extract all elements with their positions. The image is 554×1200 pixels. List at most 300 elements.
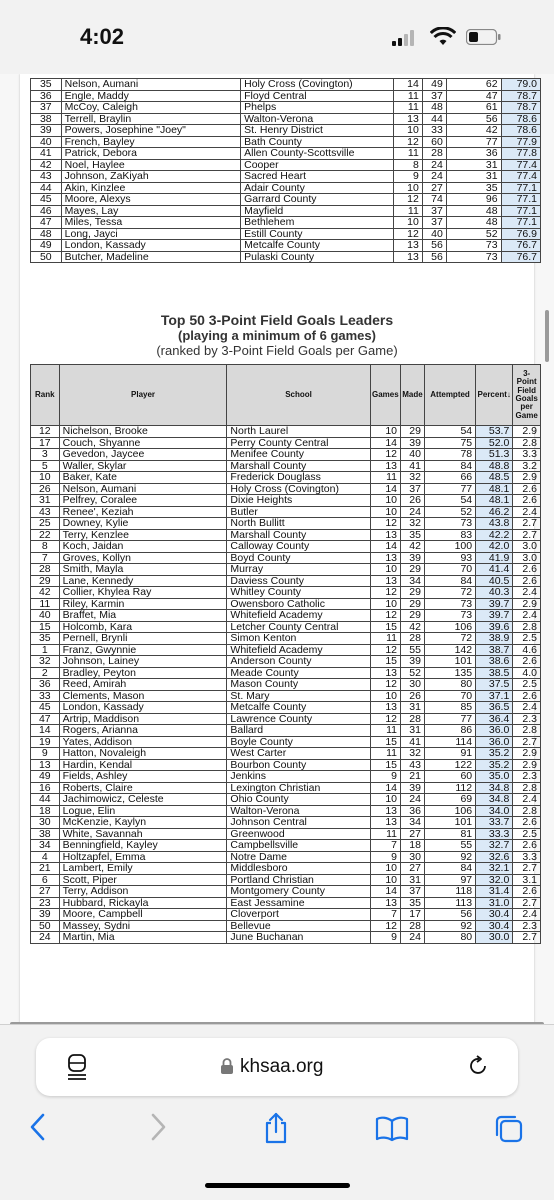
cell-percent: 77.4 <box>501 159 540 171</box>
cell-player: Scott, Piper <box>59 874 227 886</box>
cell-games: 12 <box>370 920 400 932</box>
back-icon[interactable] <box>28 1112 48 1142</box>
cell-percent: 53.7 <box>476 426 513 438</box>
cell-school: North Laurel <box>227 426 370 438</box>
cell-percent: 77.1 <box>501 205 540 217</box>
cell-percent: 77.1 <box>501 182 540 194</box>
cell-rank: 18 <box>31 805 60 817</box>
cell-made: 32 <box>401 518 425 530</box>
cell-attempted: 93 <box>424 552 475 564</box>
cell-player: Jachimowicz, Celeste <box>59 794 227 806</box>
table-row <box>31 217 541 229</box>
cell-rank: 11 <box>31 598 60 610</box>
cell-player: London, Kassady <box>61 240 240 252</box>
cell-school: Ohio County <box>227 794 370 806</box>
forward-icon[interactable] <box>148 1112 168 1142</box>
cell-player: French, Bayley <box>61 136 240 148</box>
cell-rank: 38 <box>31 113 62 125</box>
cell-player: McCoy, Caleigh <box>61 102 240 114</box>
cell-school: Metcalfe County <box>227 702 370 714</box>
cell-made: 34 <box>401 817 425 829</box>
cell-player: Moore, Campbell <box>59 909 227 921</box>
table-row <box>31 426 541 438</box>
cell-school: Notre Dame <box>227 851 370 863</box>
cell-school: Cooper <box>241 159 394 171</box>
cell-games: 10 <box>370 564 400 576</box>
table-row <box>31 690 541 702</box>
header-made[interactable]: Made <box>401 365 425 426</box>
header-rank[interactable]: Rank <box>31 365 60 426</box>
table-row <box>31 228 541 240</box>
cell-per-game: 2.4 <box>513 610 541 622</box>
cell-percent: 33.7 <box>476 817 513 829</box>
web-content[interactable] <box>0 74 554 1024</box>
home-indicator[interactable] <box>205 1183 350 1188</box>
cell-attempted: 42 <box>446 125 501 137</box>
cell-percent: 78.7 <box>501 102 540 114</box>
cell-games: 15 <box>370 621 400 633</box>
cell-per-game: 2.3 <box>513 713 541 725</box>
table-row <box>31 472 541 484</box>
cell-games: 7 <box>370 909 400 921</box>
cell-player: Johnson, Lainey <box>59 656 227 668</box>
cell-games: 13 <box>394 113 422 125</box>
cell-games: 15 <box>370 759 400 771</box>
table-row <box>31 805 541 817</box>
cell-games: 10 <box>370 506 400 518</box>
cell-attempted: 73 <box>446 240 501 252</box>
cell-percent: 39.6 <box>476 621 513 633</box>
cell-player: London, Kassady <box>59 702 227 714</box>
cell-percent: 37.1 <box>476 690 513 702</box>
table-row <box>31 874 541 886</box>
cell-school: St. Henry District <box>241 125 394 137</box>
cell-games: 10 <box>370 874 400 886</box>
cell-school: Metcalfe County <box>241 240 394 252</box>
cell-player: Logue, Elin <box>59 805 227 817</box>
cell-school: West Carter <box>227 748 370 760</box>
cell-rank: 46 <box>31 205 62 217</box>
table-row <box>31 529 541 541</box>
cell-rank: 49 <box>31 240 62 252</box>
header-player[interactable]: Player <box>59 365 227 426</box>
cell-player: Benningfield, Kayley <box>59 840 227 852</box>
table-row <box>31 610 541 622</box>
cell-rank: 21 <box>31 863 60 875</box>
cell-games: 12 <box>370 449 400 461</box>
cell-per-game: 2.6 <box>513 564 541 576</box>
cell-made: 41 <box>401 460 425 472</box>
cell-percent: 35.2 <box>476 759 513 771</box>
cell-games: 11 <box>370 725 400 737</box>
cell-rank: 29 <box>31 575 60 587</box>
cell-percent: 78.6 <box>501 113 540 125</box>
page-format-icon[interactable] <box>66 1054 88 1080</box>
cell-school: Calloway County <box>227 541 370 553</box>
cell-games: 12 <box>394 136 422 148</box>
cell-percent: 38.7 <box>476 644 513 656</box>
cell-games: 10 <box>370 690 400 702</box>
cell-rank: 45 <box>31 194 62 206</box>
cell-made: 37 <box>401 886 425 898</box>
table-row <box>31 460 541 472</box>
cell-attempted: 70 <box>424 690 475 702</box>
header-school[interactable]: School <box>227 365 370 426</box>
cell-player: Clements, Mason <box>59 690 227 702</box>
cell-games: 10 <box>394 125 422 137</box>
cell-games: 10 <box>370 495 400 507</box>
cell-attempted: 84 <box>424 575 475 587</box>
cell-made: 26 <box>401 690 425 702</box>
table-row <box>31 644 541 656</box>
cell-attempted: 62 <box>446 79 501 91</box>
cell-games: 14 <box>394 79 422 91</box>
cell-school: Butler <box>227 506 370 518</box>
cell-attempted: 54 <box>424 426 475 438</box>
cell-rank: 37 <box>31 102 62 114</box>
cell-games: 14 <box>370 782 400 794</box>
cell-made: 31 <box>401 725 425 737</box>
cell-school: St. Mary <box>227 690 370 702</box>
tabs-icon[interactable] <box>494 1114 524 1144</box>
cell-games: 14 <box>370 886 400 898</box>
cell-school: Montgomery County <box>227 886 370 898</box>
cell-made: 43 <box>401 759 425 771</box>
table-row <box>31 483 541 495</box>
cell-attempted: 70 <box>424 564 475 576</box>
cell-school: Marshall County <box>227 529 370 541</box>
cell-attempted: 72 <box>424 633 475 645</box>
cell-school: Jenkins <box>227 771 370 783</box>
cell-made: 31 <box>401 874 425 886</box>
table-row <box>31 667 541 679</box>
cell-made: 29 <box>401 610 425 622</box>
cell-attempted: 75 <box>424 437 475 449</box>
cell-attempted: 78 <box>424 449 475 461</box>
cell-school: Sacred Heart <box>241 171 394 183</box>
cell-school: Estill County <box>241 228 394 240</box>
cell-made: 24 <box>422 171 446 183</box>
table-header-row <box>31 365 541 426</box>
cell-rank: 50 <box>31 251 62 263</box>
table-row <box>31 148 541 160</box>
cell-rank: 30 <box>31 817 60 829</box>
table-row <box>31 552 541 564</box>
section-title: Top 50 3-Point Field Goals Leaders <box>160 312 394 328</box>
table-row <box>31 506 541 518</box>
cell-made: 28 <box>422 148 446 160</box>
cell-attempted: 113 <box>424 897 475 909</box>
cell-rank: 23 <box>31 897 60 909</box>
cell-per-game: 2.8 <box>513 621 541 633</box>
cell-per-game: 3.1 <box>513 874 541 886</box>
cell-school: Letcher County Central <box>227 621 370 633</box>
cell-attempted: 106 <box>424 805 475 817</box>
cell-attempted: 56 <box>446 113 501 125</box>
header-games[interactable]: Games <box>370 365 400 426</box>
cell-per-game: 2.7 <box>513 932 541 944</box>
cell-school: Bath County <box>241 136 394 148</box>
cell-rank: 44 <box>31 794 60 806</box>
cell-per-game: 3.0 <box>513 552 541 564</box>
cell-attempted: 73 <box>446 251 501 263</box>
header-attempted[interactable]: Attempted <box>424 365 475 426</box>
cell-attempted: 52 <box>424 506 475 518</box>
cell-school: Menifee County <box>227 449 370 461</box>
table-row <box>31 564 541 576</box>
cell-percent: 40.3 <box>476 587 513 599</box>
cell-games: 13 <box>370 529 400 541</box>
cell-percent: 77.9 <box>501 136 540 148</box>
cell-made: 42 <box>401 541 425 553</box>
table-row <box>31 656 541 668</box>
cell-player: Akin, Kinzlee <box>61 182 240 194</box>
cell-per-game: 2.5 <box>513 633 541 645</box>
table-row <box>31 759 541 771</box>
cell-percent: 36.0 <box>476 736 513 748</box>
cell-player: Lambert, Emily <box>59 863 227 875</box>
cell-games: 11 <box>394 102 422 114</box>
table-row <box>31 125 541 137</box>
battery-icon <box>466 29 502 45</box>
cell-made: 40 <box>422 228 446 240</box>
cell-made: 40 <box>401 449 425 461</box>
cell-percent: 48.1 <box>476 495 513 507</box>
cell-per-game: 2.9 <box>513 759 541 771</box>
cell-per-game: 2.5 <box>513 679 541 691</box>
cell-attempted: 114 <box>424 736 475 748</box>
site-domain[interactable]: khsaa.org <box>240 1056 324 1077</box>
cell-made: 36 <box>401 805 425 817</box>
cell-made: 28 <box>401 920 425 932</box>
cell-games: 10 <box>370 426 400 438</box>
cell-rank: 43 <box>31 506 60 518</box>
cell-percent: 34.0 <box>476 805 513 817</box>
cell-rank: 34 <box>31 840 60 852</box>
cell-games: 13 <box>370 460 400 472</box>
cell-per-game: 2.6 <box>513 483 541 495</box>
cell-player: Massey, Sydni <box>59 920 227 932</box>
cell-player: Powers, Josephine "Joey" <box>61 125 240 137</box>
reload-icon[interactable] <box>467 1055 489 1077</box>
cell-rank: 2 <box>31 667 60 679</box>
cell-attempted: 61 <box>446 102 501 114</box>
cell-made: 31 <box>401 702 425 714</box>
cell-player: Franz, Gwynnie <box>59 644 227 656</box>
cell-attempted: 35 <box>446 182 501 194</box>
cell-school: Middlesboro <box>227 863 370 875</box>
section-subtitle: (playing a minimum of 6 games) <box>178 328 376 343</box>
cell-percent: 77.1 <box>501 217 540 229</box>
cell-attempted: 83 <box>424 529 475 541</box>
cell-player: Artrip, Maddison <box>59 713 227 725</box>
cell-games: 7 <box>370 840 400 852</box>
cell-attempted: 96 <box>446 194 501 206</box>
cell-per-game: 2.6 <box>513 817 541 829</box>
cell-player: Pernell, Brynli <box>59 633 227 645</box>
cell-attempted: 52 <box>446 228 501 240</box>
cell-rank: 36 <box>31 90 62 102</box>
share-icon[interactable] <box>262 1112 290 1144</box>
three-point-leaders-table <box>30 364 541 944</box>
cell-rank: 48 <box>31 228 62 240</box>
cell-attempted: 48 <box>446 217 501 229</box>
cell-player: Pelfrey, Coralee <box>59 495 227 507</box>
cell-school: Johnson Central <box>227 817 370 829</box>
cell-rank: 38 <box>31 828 60 840</box>
cell-made: 26 <box>401 495 425 507</box>
cell-school: Bellevue <box>227 920 370 932</box>
cell-school: Mason County <box>227 679 370 691</box>
cell-games: 9 <box>394 171 422 183</box>
table-row <box>31 702 541 714</box>
cell-rank: 25 <box>31 518 60 530</box>
cell-games: 9 <box>370 771 400 783</box>
table-row <box>31 541 541 553</box>
cell-games: 12 <box>370 644 400 656</box>
cell-per-game: 2.4 <box>513 587 541 599</box>
cell-rank: 24 <box>31 932 60 944</box>
cell-games: 12 <box>370 679 400 691</box>
cell-per-game: 2.5 <box>513 828 541 840</box>
cell-percent: 78.6 <box>501 125 540 137</box>
cell-school: Phelps <box>241 102 394 114</box>
cell-attempted: 80 <box>424 932 475 944</box>
cell-per-game: 2.9 <box>513 748 541 760</box>
cell-rank: 12 <box>31 426 60 438</box>
cell-percent: 40.5 <box>476 575 513 587</box>
cell-per-game: 2.6 <box>513 690 541 702</box>
cell-per-game: 2.3 <box>513 771 541 783</box>
cell-rank: 39 <box>31 909 60 921</box>
cell-school: Boyle County <box>227 736 370 748</box>
cell-made: 30 <box>401 679 425 691</box>
cell-made: 42 <box>401 621 425 633</box>
cell-rank: 22 <box>31 529 60 541</box>
cell-made: 34 <box>401 575 425 587</box>
cell-made: 32 <box>401 748 425 760</box>
cell-rank: 47 <box>31 217 62 229</box>
cell-made: 48 <box>422 102 446 114</box>
cell-attempted: 77 <box>446 136 501 148</box>
cell-rank: 14 <box>31 725 60 737</box>
cell-school: Holy Cross (Covington) <box>241 79 394 91</box>
cell-percent: 34.8 <box>476 782 513 794</box>
cell-games: 13 <box>370 897 400 909</box>
cell-attempted: 97 <box>424 874 475 886</box>
cell-player: Terry, Addison <box>59 886 227 898</box>
cell-percent: 76.7 <box>501 240 540 252</box>
cell-player: Terrell, Braylin <box>61 113 240 125</box>
cell-rank: 41 <box>31 148 62 160</box>
cell-percent: 76.7 <box>501 251 540 263</box>
cell-made: 30 <box>401 851 425 863</box>
cell-percent: 31.0 <box>476 897 513 909</box>
cell-player: Moore, Alexys <box>61 194 240 206</box>
cell-school: Whitefield Academy <box>227 644 370 656</box>
cell-percent: 36.4 <box>476 713 513 725</box>
cell-per-game: 4.0 <box>513 667 541 679</box>
cell-games: 13 <box>370 702 400 714</box>
scrollbar-thumb[interactable] <box>545 310 549 362</box>
cell-attempted: 101 <box>424 817 475 829</box>
cell-percent: 48.5 <box>476 472 513 484</box>
cell-per-game: 2.9 <box>513 426 541 438</box>
bookmarks-icon[interactable] <box>375 1116 409 1142</box>
table-row <box>31 240 541 252</box>
cell-rank: 42 <box>31 587 60 599</box>
cell-rank: 4 <box>31 851 60 863</box>
cell-games: 11 <box>370 748 400 760</box>
table-row <box>31 90 541 102</box>
cell-player: Nelson, Aumani <box>59 483 227 495</box>
table-row <box>31 437 541 449</box>
cell-percent: 43.8 <box>476 518 513 530</box>
cell-made: 37 <box>422 90 446 102</box>
cell-attempted: 106 <box>424 621 475 633</box>
cell-school: Owensboro Catholic <box>227 598 370 610</box>
cell-school: Frederick Douglass <box>227 472 370 484</box>
table-row <box>31 575 541 587</box>
cell-made: 24 <box>401 794 425 806</box>
cell-player: Gevedon, Jaycee <box>59 449 227 461</box>
cell-percent: 42.0 <box>476 541 513 553</box>
cell-rank: 43 <box>31 171 62 183</box>
cell-player: Koch, Jaidan <box>59 541 227 553</box>
cell-attempted: 48 <box>446 205 501 217</box>
cell-attempted: 84 <box>424 863 475 875</box>
cell-made: 56 <box>422 251 446 263</box>
cell-games: 10 <box>370 863 400 875</box>
cell-attempted: 112 <box>424 782 475 794</box>
leaders-table-body <box>31 426 541 944</box>
header-percent[interactable]: Percent↓ <box>476 365 513 426</box>
cell-percent: 41.9 <box>476 552 513 564</box>
status-time: 4:02 <box>80 24 125 49</box>
cell-percent: 36.0 <box>476 725 513 737</box>
cell-player: Mayes, Lay <box>61 205 240 217</box>
cell-percent: 42.2 <box>476 529 513 541</box>
cell-percent: 32.1 <box>476 863 513 875</box>
cell-games: 14 <box>370 541 400 553</box>
cell-games: 13 <box>370 805 400 817</box>
table-row <box>31 886 541 898</box>
cell-attempted: 86 <box>424 725 475 737</box>
cell-rank: 42 <box>31 159 62 171</box>
cell-per-game: 2.8 <box>513 437 541 449</box>
status-bar <box>0 0 554 74</box>
cell-school: Perry County Central <box>227 437 370 449</box>
cell-made: 44 <box>422 113 446 125</box>
cell-attempted: 101 <box>424 656 475 668</box>
cell-percent: 77.8 <box>501 148 540 160</box>
cell-rank: 26 <box>31 483 60 495</box>
cell-player: Waller, Skylar <box>59 460 227 472</box>
cell-percent: 32.6 <box>476 851 513 863</box>
cell-made: 24 <box>422 159 446 171</box>
table-row <box>31 794 541 806</box>
cell-percent: 32.0 <box>476 874 513 886</box>
table-row <box>31 725 541 737</box>
cell-attempted: 77 <box>424 713 475 725</box>
cell-percent: 51.3 <box>476 449 513 461</box>
cell-rank: 6 <box>31 874 60 886</box>
table-row <box>31 518 541 530</box>
cell-made: 18 <box>401 840 425 852</box>
table-row <box>31 713 541 725</box>
header-per-game[interactable]: 3-Point Field Goals per Game <box>513 365 541 426</box>
cell-percent: 35.0 <box>476 771 513 783</box>
